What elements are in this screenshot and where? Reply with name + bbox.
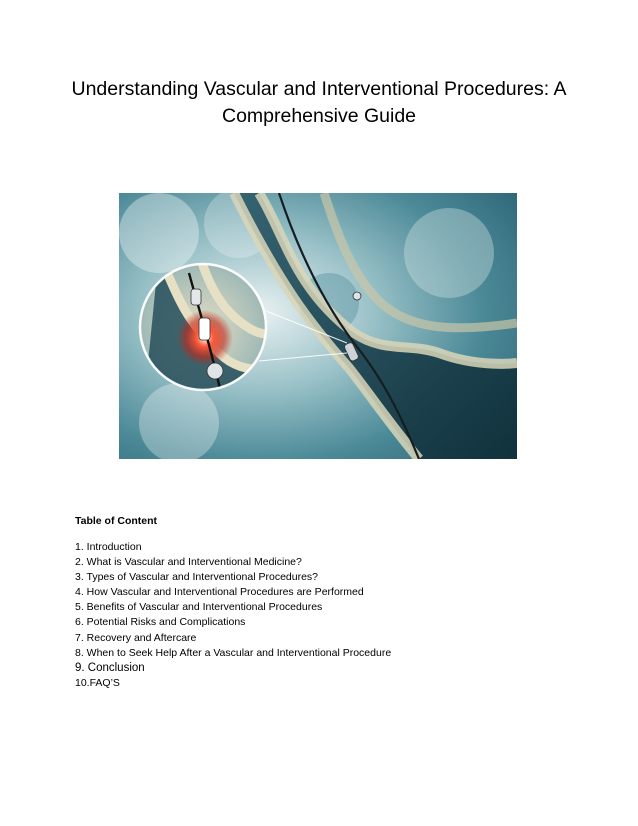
toc-item-seek-help: 8. When to Seek Help After a Vascular and Interventional Procedure bbox=[75, 646, 392, 659]
page-title: Understanding Vascular and Interventional Procedures: A Comprehensive Guide bbox=[71, 78, 567, 127]
toc-item-risks: 6. Potential Risks and Complications bbox=[75, 616, 246, 629]
toc-item-types: 3. Types of Vascular and Interventional Procedures? bbox=[75, 571, 319, 584]
hero-image bbox=[119, 193, 517, 459]
catheter-illustration bbox=[119, 193, 517, 459]
table-of-contents bbox=[75, 540, 391, 691]
toc-item-benefits: 5. Benefits of Vascular and Interventional Procedures bbox=[75, 601, 323, 614]
toc-item-how-performed: 4. How Vascular and Interventional Procedures are Performed bbox=[75, 586, 364, 599]
toc-item-faqs: 10.FAQ’S bbox=[75, 676, 120, 689]
toc-item-introduction: 1. Introduction bbox=[75, 541, 142, 553]
toc-item-conclusion: 9. Conclusion bbox=[75, 661, 145, 674]
toc-item-recovery: 7. Recovery and Aftercare bbox=[75, 631, 197, 644]
toc-heading: Table of Content bbox=[75, 515, 158, 527]
toc-item-what-is: 2. What is Vascular and Interventional Medicine? bbox=[75, 556, 302, 569]
